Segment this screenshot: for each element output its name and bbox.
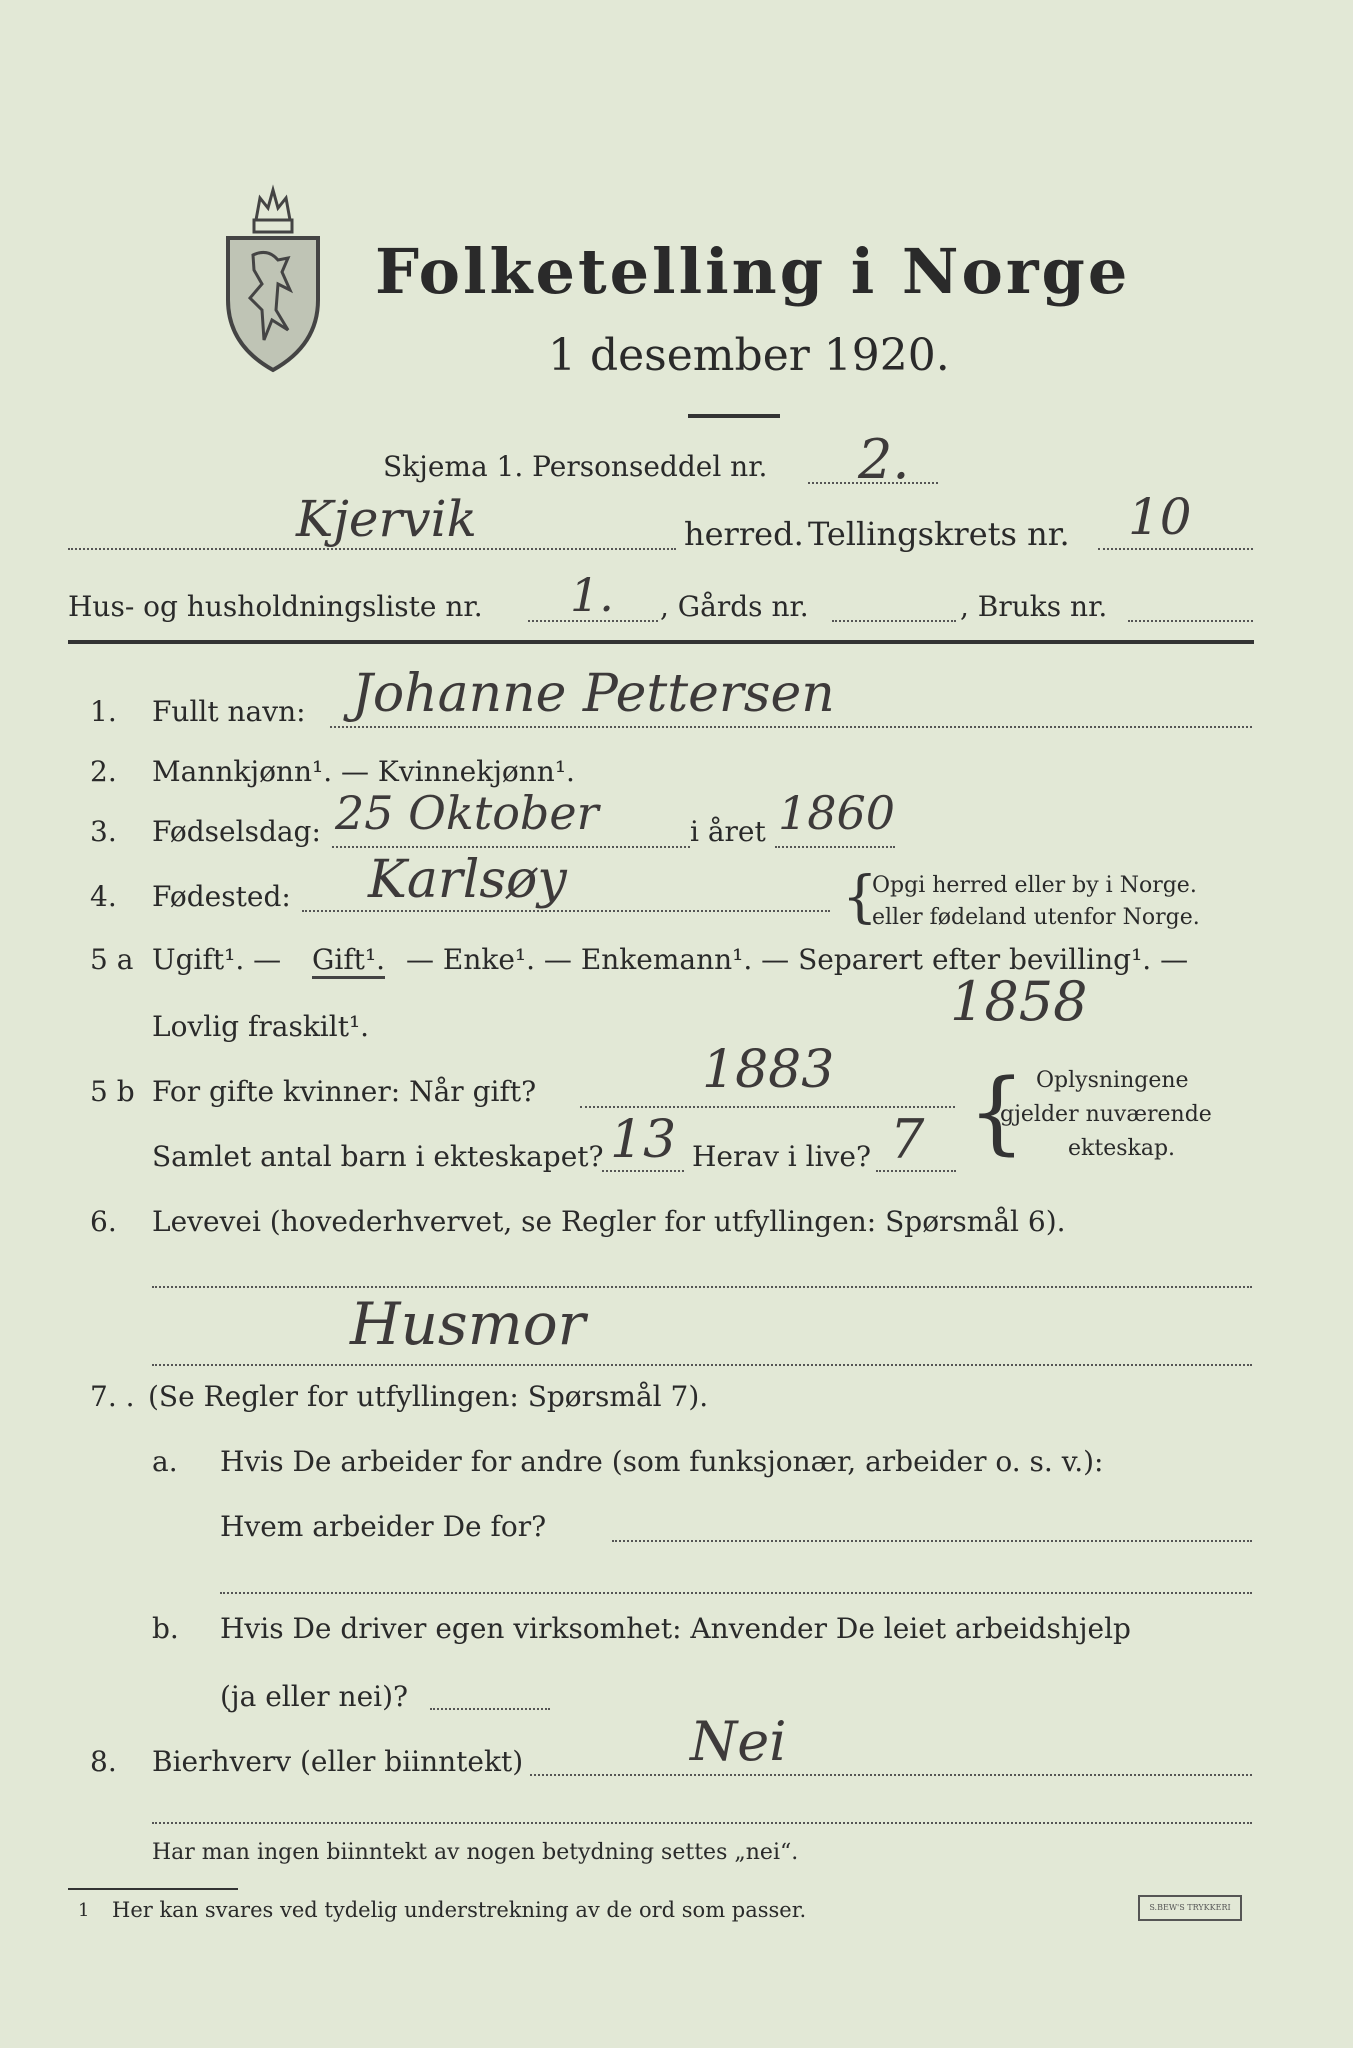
q5b-number: 5 b — [90, 1075, 135, 1108]
footnote-text: Her kan svares ved tydelig understrekning av de ord som passer. — [112, 1898, 807, 1922]
q7-number: 7. . — [90, 1380, 135, 1413]
q7a-line-2 — [220, 1592, 1252, 1594]
q6-line-1 — [152, 1286, 1252, 1288]
q3-year-value: 1860 — [778, 786, 896, 840]
q3-year-label: i året — [690, 815, 766, 848]
hus-label: Hus- og husholdningsliste nr. — [68, 590, 483, 623]
q4-note-line-1: Opgi herred eller by i Norge. — [872, 873, 1197, 898]
q2-number: 2. — [90, 755, 117, 788]
q5b-live-value: 7 — [890, 1108, 925, 1171]
q8-value: Nei — [690, 1710, 787, 1773]
herred-line — [68, 548, 676, 550]
footnote-rule — [68, 1888, 238, 1890]
q5b-label: For gifte kvinner: Når gift? — [152, 1075, 537, 1108]
q1-line — [330, 726, 1252, 728]
q6-value: Husmor — [350, 1290, 586, 1358]
tellingskrets-value: 10 — [1128, 488, 1192, 546]
q5a-number: 5 a — [90, 943, 134, 976]
q6-line-2 — [152, 1364, 1252, 1366]
q3-number: 3. — [90, 815, 117, 848]
q6-label: Levevei (hovederhvervet, se Regler for utfyllingen: Spørsmål 6). — [152, 1205, 1066, 1238]
title-divider — [688, 414, 780, 418]
printer-stamp: S.BEW'S TRYKKERI — [1138, 1895, 1242, 1921]
gards-line — [832, 620, 956, 622]
q3-label: Fødselsdag: — [152, 815, 321, 848]
q4-note-line-2: eller fødeland utenfor Norge. — [872, 905, 1200, 930]
q4-line — [302, 910, 830, 912]
q3-value: 25 Oktober — [335, 786, 599, 840]
q3-year-line — [775, 846, 895, 848]
q5b-barn-label: Samlet antal barn i ekteskapet? — [152, 1140, 604, 1173]
bruks-label: , Bruks nr. — [960, 590, 1108, 623]
bruks-line — [1128, 620, 1253, 622]
q5a-gift-option: Gift¹. — [312, 943, 385, 979]
q2-label: Mannkjønn¹. — Kvinnekjønn¹. — [152, 755, 575, 788]
gards-label: , Gårds nr. — [660, 590, 809, 623]
header-rule — [68, 640, 1254, 644]
herred-value: Kjervik — [296, 490, 477, 548]
tellingskrets-line — [1098, 548, 1253, 550]
q5b-note-line-1: Oplysningene — [1036, 1068, 1189, 1093]
personseddel-nr-value: 2. — [858, 428, 910, 491]
q5a-label-end: — Enke¹. — Enkemann¹. — Separert efter bevilling¹. — — [406, 943, 1189, 976]
norway-coat-of-arms-icon — [218, 180, 328, 375]
tellingskrets-label: Tellingskrets nr. — [808, 515, 1070, 553]
hus-nr-value: 1. — [570, 568, 614, 622]
q6-number: 6. — [90, 1205, 117, 1238]
q5b-note-brace: { — [968, 1060, 1026, 1165]
q7a-label-line-2: Hvem arbeider De for? — [220, 1510, 547, 1543]
q5b-live-label: Herav i live? — [692, 1140, 871, 1173]
q7-label: (Se Regler for utfyllingen: Spørsmål 7). — [148, 1380, 709, 1413]
q8-line — [530, 1774, 1252, 1776]
q7b-label-line-2: (ja eller nei)? — [220, 1680, 409, 1713]
q7b-number: b. — [152, 1612, 179, 1645]
q8-number: 8. — [90, 1745, 117, 1778]
form-date: 1 desember 1920. — [548, 330, 950, 381]
q4-note-brace: { — [842, 865, 878, 930]
q1-number: 1. — [90, 695, 117, 728]
q7a-number: a. — [152, 1445, 178, 1478]
q5a-label-line-2: Lovlig fraskilt¹. — [152, 1010, 370, 1043]
q1-label: Fullt navn: — [152, 695, 306, 728]
q8-label: Bierhverv (eller biinntekt) — [152, 1745, 524, 1778]
q3-line — [332, 846, 690, 848]
q8-note: Har man ingen biinntekt av nogen betydning settes „nei“. — [152, 1840, 799, 1865]
q7b-line — [430, 1708, 550, 1710]
form-title: Folketelling i Norge — [375, 235, 1131, 308]
q4-label: Fødested: — [152, 880, 291, 913]
skjema-label: Skjema 1. Personseddel nr. — [383, 450, 768, 483]
q7a-line-1 — [612, 1540, 1252, 1542]
q7b-label: Hvis De driver egen virksomhet: Anvender De leiet arbeidshjelp — [220, 1612, 1131, 1645]
q5b-note-line-3: ekteskap. — [1068, 1136, 1176, 1161]
q5b-note-line-2: gjelder nuværende — [1000, 1102, 1212, 1127]
q5b-barn-value: 13 — [610, 1110, 677, 1170]
q4-number: 4. — [90, 880, 117, 913]
footnote-marker: 1 — [78, 1900, 90, 1921]
q5b-barn-line — [602, 1170, 684, 1172]
herred-label: herred. — [684, 515, 804, 553]
q1-value: Johanne Pettersen — [352, 664, 835, 724]
q8-line-2 — [152, 1822, 1252, 1824]
q5a-extra-value: 1858 — [950, 970, 1088, 1033]
q7a-label: Hvis De arbeider for andre (som funksjonær, arbeider o. s. v.): — [220, 1445, 1104, 1478]
q5a-label-start: Ugift¹. — — [152, 943, 282, 976]
q5b-value: 1883 — [702, 1040, 835, 1100]
q4-value: Karlsøy — [368, 850, 567, 910]
